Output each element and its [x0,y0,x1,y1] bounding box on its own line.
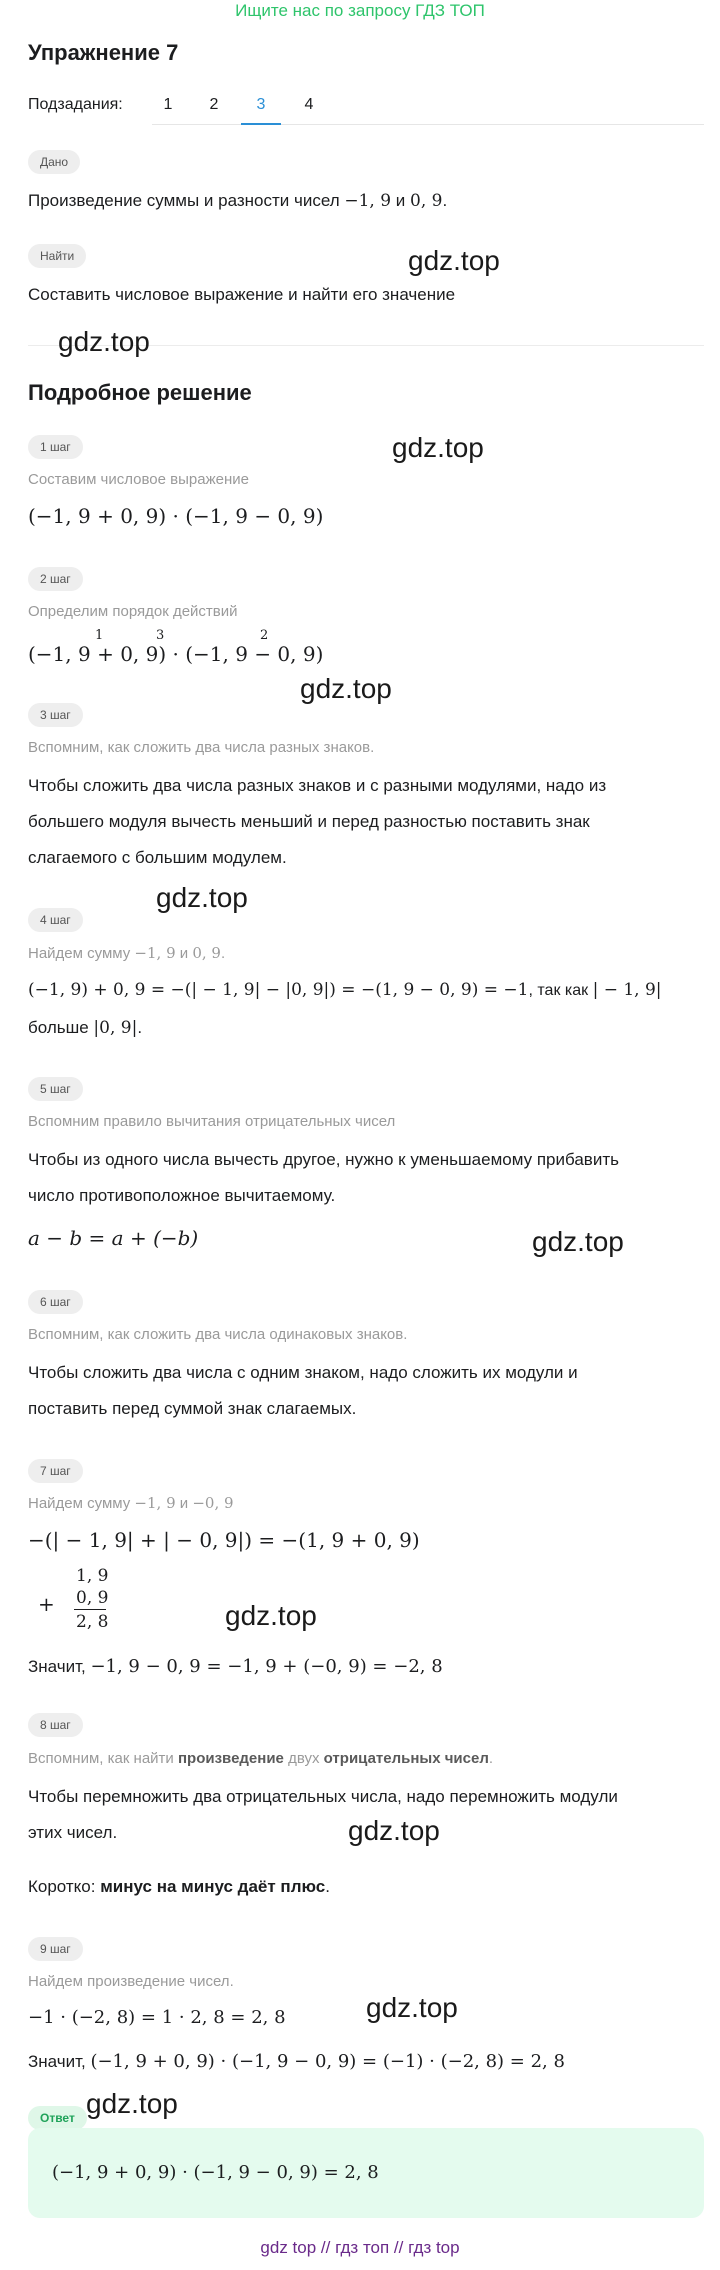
watermark: gdz.top [225,1600,317,1631]
order-mark-2: 2 [260,628,269,643]
search-hint-banner: Ищите нас по запросу ГДЗ ТОП [235,1,485,20]
step-9-conclusion-text: Значит, [28,2052,91,2071]
watermark: gdz.top [58,326,150,357]
step-8-caption-bold-2: отрицательных чисел [323,1750,489,1767]
step-1-caption: Составим числовое выражение [28,471,249,488]
watermark: gdz.top [300,673,392,704]
step-6-caption: Вспомним, как сложить два числа одинаковых знаков. [28,1326,408,1343]
step-8-short-rule: минус на минус даёт плюс [100,1877,326,1896]
given-pill: Дано [28,150,80,174]
step-7-caption-number-1: −1, 9 [134,1494,176,1512]
answer-math: (−1, 9 + 0, 9) · (−1, 9 − 0, 9) = 2, 8 [52,2162,379,2183]
step-8-short-label: Коротко: [28,1877,101,1896]
step-9-conclusion [28,2050,565,2074]
given-and: и [391,191,411,210]
page-title: Упражнение 7 [28,40,179,65]
step-4-tail-math: | − 1, 9| [592,980,662,1000]
step-7-caption [28,1493,234,1514]
step-4-caption-dot: . [220,945,226,962]
answer-pill: Ответ [28,2106,87,2130]
given-text-part: Произведение суммы и разности чисел [28,191,345,210]
watermark: gdz.top [348,1815,440,1846]
tab-subtask-1[interactable]: 1 [163,96,173,113]
given-number-2: 0, 9 [410,191,443,211]
step-7-caption-and: и [175,1495,193,1512]
step-4-line-2-text: больше [28,1018,94,1037]
step-8-caption [28,1749,493,1769]
step-9-math: −1 · (−2, 8) = 1 · 2, 8 = 2, 8 [28,2007,286,2028]
step-9-pill: 9 шаг [28,1937,83,1961]
column-plus-sign: + [38,1592,55,1616]
step-1-math: (−1, 9 + 0, 9) · (−1, 9 − 0, 9) [28,504,324,528]
step-6-pill: 6 шаг [28,1290,83,1314]
step-4-math-line [28,978,662,1002]
step-3-pill: 3 шаг [28,703,83,727]
step-5-caption: Вспомним правило вычитания отрицательных чисел [28,1113,396,1130]
tab-subtask-4[interactable]: 4 [304,96,314,113]
solution-heading: Подробное решение [28,380,252,405]
given-dot: . [442,191,448,210]
step-4-caption-part: Найдем сумму [28,945,135,962]
watermark: gdz.top [532,1226,624,1257]
given-number-1: −1, 9 [344,191,392,211]
step-4-caption-and: и [175,945,193,962]
watermark: gdz.top [86,2088,178,2119]
step-7-caption-number-2: −0, 9 [192,1494,234,1512]
active-tab-indicator [241,123,281,125]
step-9-caption: Найдем произведение чисел. [28,1973,234,1990]
step-8-pill: 8 шаг [28,1713,83,1737]
watermark: gdz.top [156,882,248,913]
step-4-caption-number-2: 0, 9 [192,944,221,962]
column-mid-number: 0, 9 [76,1588,109,1608]
step-7-conclusion-math: −1, 9 − 0, 9 = −1, 9 + (−0, 9) = −2, 8 [90,1656,443,1677]
step-2-caption: Определим порядок действий [28,603,238,620]
column-result-number: 2, 8 [76,1612,109,1632]
column-addition [28,1564,148,1642]
watermark: gdz.top [408,245,500,276]
step-7-math: −(| − 1, 9| + | − 0, 9|) = −(1, 9 + 0, 9) [28,1528,420,1552]
column-top-number: 1, 9 [76,1566,109,1586]
order-mark-3: 3 [156,628,165,643]
step-9-conclusion-math: (−1, 9 + 0, 9) · (−1, 9 − 0, 9) = (−1) · (−2, 8) = 2, 8 [90,2051,565,2072]
step-2-math-block [28,628,348,668]
order-mark-1: 1 [95,628,104,643]
step-4-math: (−1, 9) + 0, 9 = −(| − 1, 9| − |0, 9|) = −(1, 9 − 0, 9) = −1 [28,980,529,1000]
step-5-pill: 5 шаг [28,1077,83,1101]
step-1-pill: 1 шаг [28,435,83,459]
watermark: gdz.top [392,432,484,463]
footer-links[interactable]: gdz top // гдз топ // гдз top [260,2238,460,2257]
step-4-line-2 [28,1016,142,1040]
find-pill: Найти [28,244,86,268]
step-8-short [28,1876,330,1898]
step-7-pill: 7 шаг [28,1459,83,1483]
step-3-line-3: слагаемого с большим модулем. [28,848,287,867]
step-8-line-1: Чтобы перемножить два отрицательных числа, надо перемножить модули [28,1787,618,1806]
tab-subtask-3[interactable]: 3 [256,96,266,113]
step-5-line-2: число противоположное вычитаемому. [28,1186,336,1205]
given-text [28,190,447,212]
step-7-caption-part: Найдем сумму [28,1495,135,1512]
step-5-math: a − b = a + (−b) [28,1226,199,1250]
answer-box [28,2128,704,2218]
find-text: Составить числовое выражение и найти его значение [28,285,456,304]
subtasks-label: Подзадания: [28,96,123,113]
step-3-caption: Вспомним, как сложить два числа разных знаков. [28,739,375,756]
step-4-line-2-math: |0, 9| [93,1018,138,1038]
step-2-math: (−1, 9 + 0, 9) · (−1, 9 − 0, 9) [28,642,324,666]
step-6-line-1: Чтобы сложить два числа с одним знаком, надо сложить их модули и [28,1363,578,1382]
step-7-conclusion [28,1655,443,1679]
step-7-conclusion-text: Значит, [28,1657,91,1676]
step-8-caption-part-2: двух [283,1750,324,1767]
step-4-pill: 4 шаг [28,908,83,932]
step-8-caption-part: Вспомним, как найти [28,1750,178,1767]
step-3-line-1: Чтобы сложить два числа разных знаков и с разными модулями, надо из [28,776,607,795]
step-6-line-2: поставить перед суммой знак слагаемых. [28,1399,357,1418]
step-8-caption-dot: . [488,1750,494,1767]
tab-subtask-2[interactable]: 2 [209,96,219,113]
step-8-caption-bold-1: произведение [177,1750,284,1767]
step-8-line-2: этих чисел. [28,1823,118,1842]
step-2-pill: 2 шаг [28,567,83,591]
step-4-tail-text: , так как [528,982,593,999]
step-4-caption-number-1: −1, 9 [134,944,176,962]
watermark: gdz.top [366,1992,458,2023]
step-8-short-dot: . [325,1877,330,1896]
step-4-line-2-dot: . [137,1018,143,1037]
step-3-line-2: большего модуля вычесть меньший и перед разностью поставить знак [28,812,590,831]
step-5-line-1: Чтобы из одного числа вычесть другое, нужно к уменьшаемому прибавить [28,1150,619,1169]
tabs-divider [152,124,704,125]
step-4-caption [28,943,225,964]
